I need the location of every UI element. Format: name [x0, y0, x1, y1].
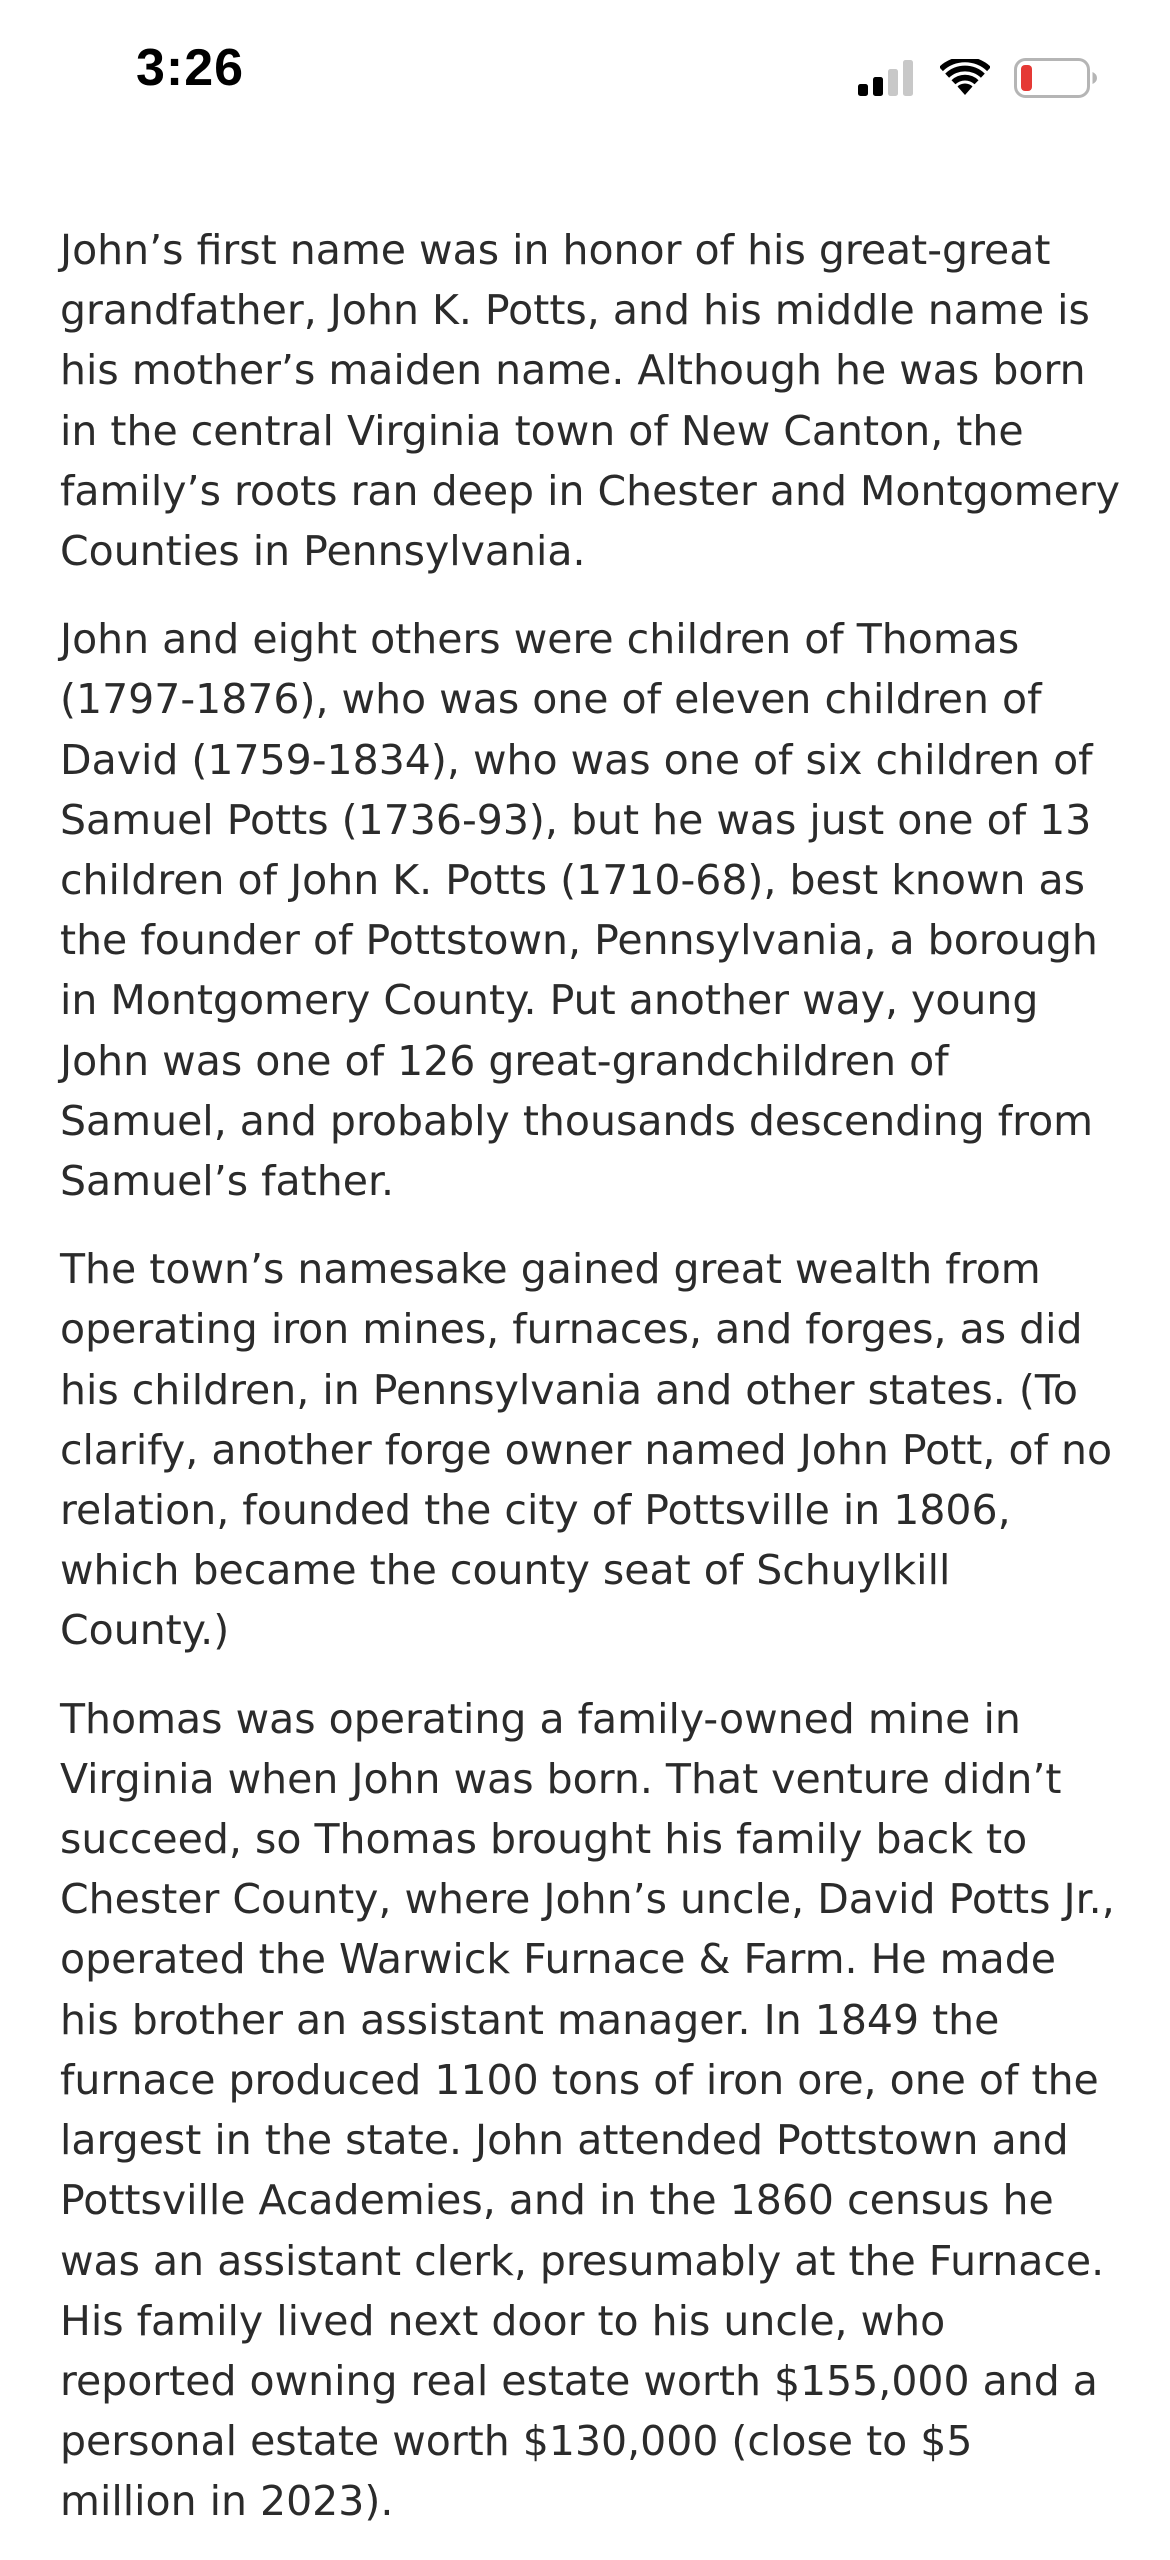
status-time: 3:26 — [136, 39, 245, 97]
article-paragraph: The town’s namesake gained great wealth from operating iron mines, furnaces, and forges, as did his children, in Pennsylvania and other states. (To clarify, another forge owner named John Pott, of no relation, founded the city of Pottsville in 1806, which became the county seat of Schuylkill County.) — [60, 1245, 1113, 1655]
article-body — [60, 220, 1120, 2560]
status-icons — [858, 56, 1098, 100]
article-paragraph: John and eight others were children of Thomas (1797-1876), who was one of eleven children of David (1759-1834), who was one of six children of Samuel Potts (1736-93), but he was just one of 13 children of John K. Potts (1710-68), best known as the founder of Pottstown, Pennsylvania, a borough in Montgomery County. Put another way, young John was one of 126 great-grandchildren of Samuel, and probably thousands descending from Samuel’s father. — [60, 615, 1098, 1206]
article-paragraph: John’s first name was in honor of his great-great grandfather, John K. Potts, and his middle name is his mother’s maiden name. Although he was born in the central Virginia town of New Canton, the family’s roots ran deep in Chester and Montgomery Counties in Pennsylvania. — [60, 226, 1120, 576]
cellular-signal-icon — [858, 60, 916, 96]
wifi-icon — [940, 59, 990, 97]
battery-low-icon — [1014, 58, 1098, 98]
article-paragraph: Thomas was operating a family-owned mine in Virginia when John was born. That venture didn’t succeed, so Thomas brought his family back to Chester County, where John’s uncle, David Potts Jr., operated the Warwick Furnace & Farm. He made his brother an assistant manager. In 1849 the furnace produced 1100 tons of iron ore, one of the largest in the state. John attended Pottstown and Pottsville Academies, and in the 1860 census he was an assistant clerk, presumably at the Furnace. His family lived next door to his uncle, who reported owning real estate worth $155,000 and a personal estate worth $130,000 (close to $5 million in 2023). — [60, 1694, 1115, 2526]
status-bar — [0, 0, 1170, 150]
